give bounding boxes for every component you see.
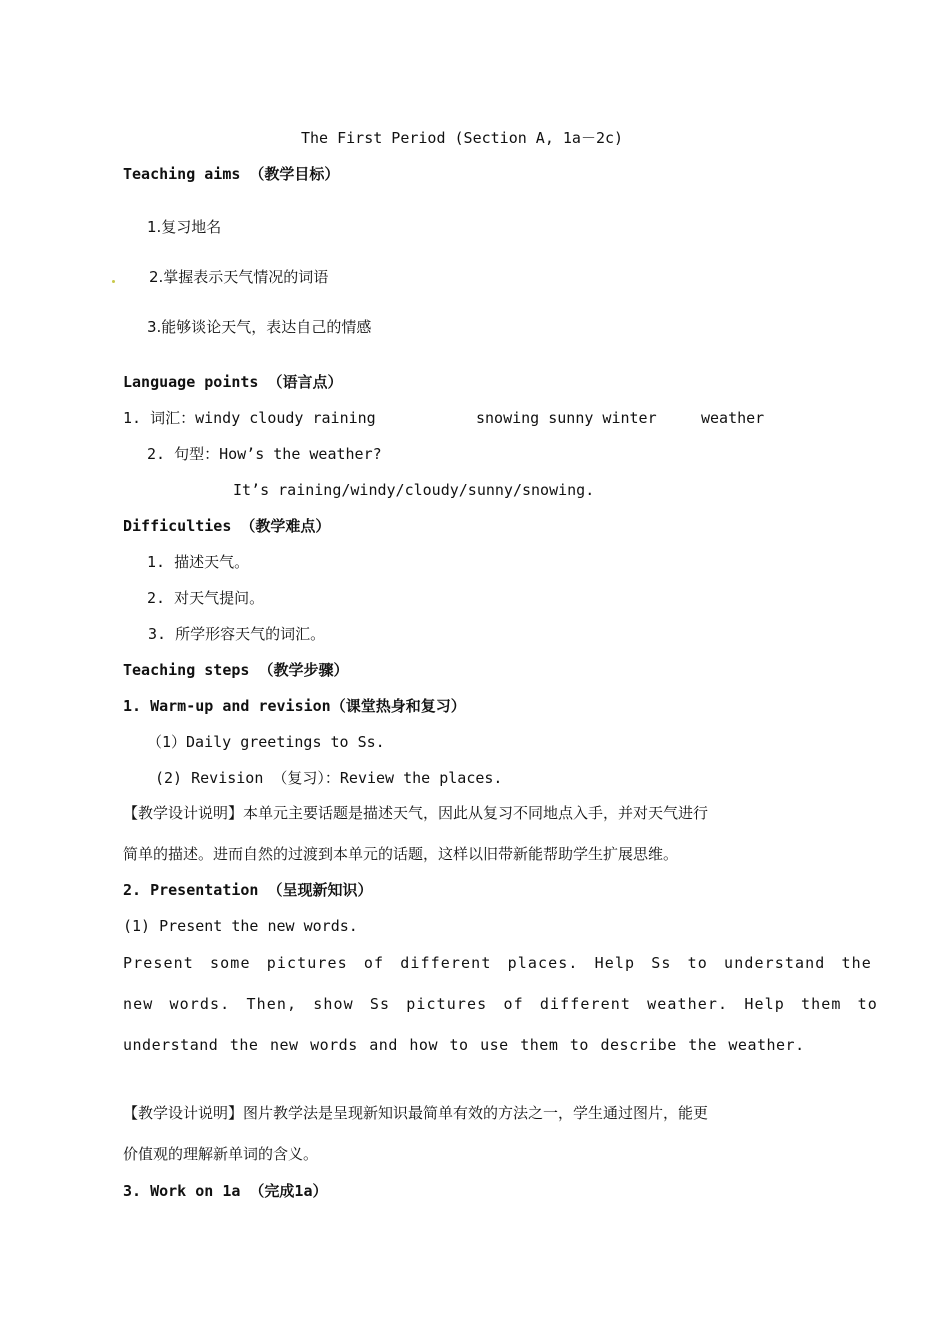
difficulty-item-1: 1. 描述天气。	[147, 553, 250, 571]
step-2-paragraph-line-1: Present some pictures of different places. Help Ss to understand the	[123, 954, 872, 972]
step-3-heading: 3. Work on 1a （完成1a）	[123, 1182, 328, 1200]
difficulty-item-2: 2. 对天气提问。	[147, 589, 265, 607]
language-points-heading: Language points （语言点）	[123, 373, 343, 391]
step-2-heading: 2. Presentation （呈现新知识）	[123, 881, 373, 899]
aim-item-3: 3.能够谈论天气，表达自己的情感	[147, 318, 372, 336]
vocab-line-end: weather	[701, 409, 765, 427]
teaching-aims-heading: Teaching aims （教学目标）	[123, 165, 340, 183]
page-title: The First Period (Section A, 1a－2c)	[301, 129, 624, 147]
design-note-2-line-2: 价值观的理解新单词的含义。	[123, 1145, 319, 1163]
difficulty-item-3: 3. 所学形容天气的词汇。	[148, 625, 326, 643]
aim-item-1: 1.复习地名	[147, 218, 222, 236]
vocab-line: 1. 词汇：windy cloudy raining	[123, 409, 376, 427]
design-note-2-line-1: 【教学设计说明】图片教学法是呈现新知识最简单有效的方法之一，学生通过图片，能更	[123, 1104, 709, 1122]
step-1-heading: 1. Warm-up and revision（课堂热身和复习）	[123, 697, 466, 715]
teaching-steps-heading: Teaching steps （教学步骤）	[123, 661, 349, 679]
difficulties-heading: Difficulties （教学难点）	[123, 517, 331, 535]
step-1-sub-1: （1）Daily greetings to Ss.	[147, 733, 385, 751]
step-2-paragraph-line-2: new words. Then, show Ss pictures of different weather. Help them to	[123, 995, 878, 1013]
artifact-dot	[112, 280, 115, 283]
step-1-sub-2: (2) Revision （复习）：Review the places.	[155, 769, 503, 787]
step-2-paragraph-line-3: understand the new words and how to use them to describe the weather.	[123, 1036, 805, 1054]
design-note-1-line-2: 简单的描述。进而自然的过渡到本单元的话题，这样以旧带新能帮助学生扩展思维。	[123, 845, 679, 863]
sentence-pattern-answer: It’s raining/windy/cloudy/sunny/snowing.	[233, 481, 595, 499]
step-2-sub-1: (1) Present the new words.	[123, 917, 358, 935]
design-note-1-line-1: 【教学设计说明】本单元主要话题是描述天气，因此从复习不同地点入手，并对天气进行	[123, 804, 709, 822]
vocab-line-mid: snowing sunny winter	[476, 409, 657, 427]
aim-item-2: 2.掌握表示天气情况的词语	[149, 268, 329, 286]
sentence-pattern-question: 2. 句型：How’s the weather?	[147, 445, 382, 463]
